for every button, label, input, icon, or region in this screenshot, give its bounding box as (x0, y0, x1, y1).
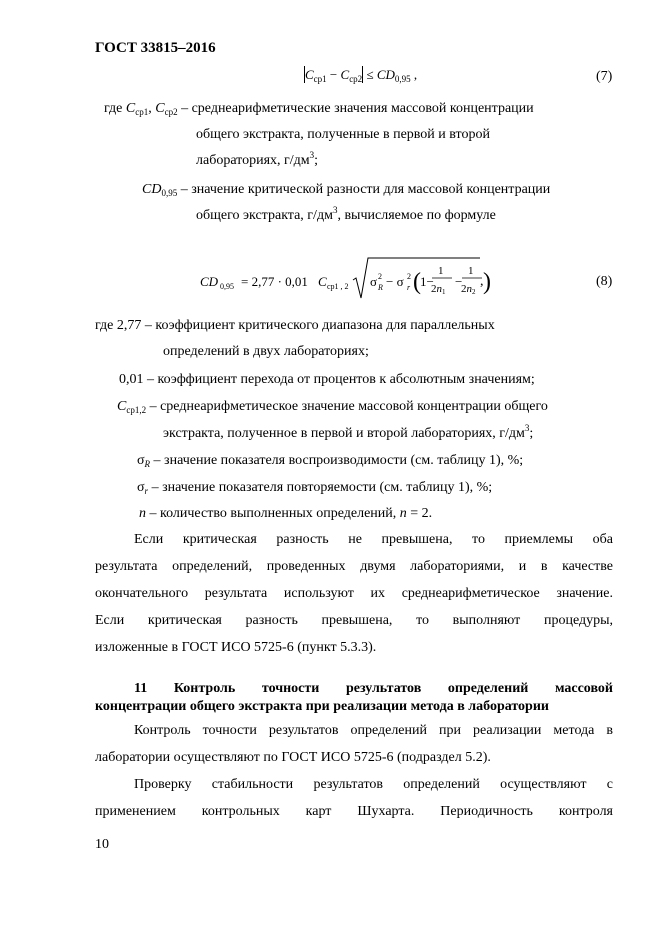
definition-001: 0,01 – коэффициент перехода от процентов к абсолютным значениям; (119, 372, 535, 387)
definition-sigma-R: $\sigma_R$ – значение показателя воспроизводимости (см. таблицу 1), %; (137, 453, 524, 469)
document-header: ГОСТ 33815–2016 (95, 40, 216, 56)
paragraph-line: применением контрольных карт Шухарта. Периодичность контроля (95, 804, 613, 819)
svg-text:1: 1 (438, 265, 444, 277)
paragraph-line: Проверку стабильности результатов определений осуществляют с (134, 777, 613, 792)
formula-8 (200, 254, 490, 304)
definition-c-sr12: $C_{ср1,2}$ – среднеарифметическое значение массовой концентрации общего (117, 399, 548, 415)
definition-c-sr-line2: общего экстракта, полученные в первой и второй (196, 127, 490, 142)
svg-text:CD: CD (200, 274, 219, 289)
definition-c-sr: где $C_{ср1}$, $C_{ср2}$ – среднеарифметические значения массовой концентрации (104, 101, 534, 117)
definition-cd: $CD_{0,95}$ – значение критической разности для массовой концентрации (142, 182, 551, 198)
page-number: 10 (95, 837, 109, 852)
definition-c-sr12-line2: экстракта, полученное в первой и второй лабораториях, $г/дм^3$; (163, 423, 534, 441)
svg-text:r: r (407, 283, 411, 292)
svg-text:− σ: − σ (386, 274, 404, 289)
svg-text:R: R (378, 283, 383, 292)
svg-text:ср1 , 2: ср1 , 2 (327, 282, 349, 291)
svg-text:2: 2 (378, 272, 382, 281)
paragraph-line: окончательного результата используют их среднеарифметическое значение. (95, 586, 613, 601)
svg-text:0,95: 0,95 (220, 282, 234, 291)
svg-text:−: − (455, 274, 463, 289)
svg-text:2n1: 2n1 (431, 283, 446, 296)
definition-277: где 2,77 – коэффициент критического диапазона для параллельных (95, 318, 495, 333)
svg-text:1−: 1− (420, 274, 434, 289)
definition-n: n – количество выполненных определений, n = 2. (139, 506, 433, 521)
paragraph-line: Контроль точности результатов определений при реализации метода в (134, 723, 613, 738)
paragraph-line: лаборатории осуществляют по ГОСТ ИСО 5725-6 (подраздел 5.2). (95, 750, 491, 765)
section-heading: 11 Контроль точности результатов определений массовой (134, 681, 613, 696)
section-heading-line2: концентрации общего экстракта при реализации метода в лаборатории (95, 699, 549, 714)
formula-8-number: (8) (596, 274, 613, 289)
svg-text:= 2,77 · 0,01: = 2,77 · 0,01 (241, 274, 308, 289)
paragraph-line: результата определений, проведенных двумя лабораториями, и в качестве (95, 559, 613, 574)
svg-text:C: C (318, 274, 327, 289)
formula-7: $C_{ср1} - C_{ср2} \le CD_{0,95}$ , (305, 67, 418, 84)
paragraph-line: Если критическая разность превышена, то выполняют процедуры, (95, 613, 613, 628)
svg-text:): ) (483, 269, 491, 295)
svg-text:σ: σ (370, 274, 378, 289)
definition-277-line2: определений в двух лабораториях; (163, 344, 369, 359)
definition-sigma-r: $\sigma_r$ – значение показателя повторяемости (см. таблицу 1), %; (137, 480, 493, 496)
formula-7-number: (7) (596, 69, 613, 84)
paragraph-line: Если критическая разность не превышена, то приемлемы оба (134, 532, 613, 547)
svg-text:(: ( (413, 269, 421, 295)
definition-c-sr-line3: лабораториях, $г/дм^3$; (196, 150, 319, 168)
definition-cd-line2: общего экстракта, $г/дм^3$, вычисляемое по формуле (196, 205, 496, 223)
paragraph-line: изложенные в ГОСТ ИСО 5725-6 (пункт 5.3.3). (95, 640, 377, 655)
svg-text:1: 1 (468, 265, 474, 277)
svg-text:2n2: 2n2 (461, 283, 476, 296)
svg-text:2: 2 (407, 272, 411, 281)
